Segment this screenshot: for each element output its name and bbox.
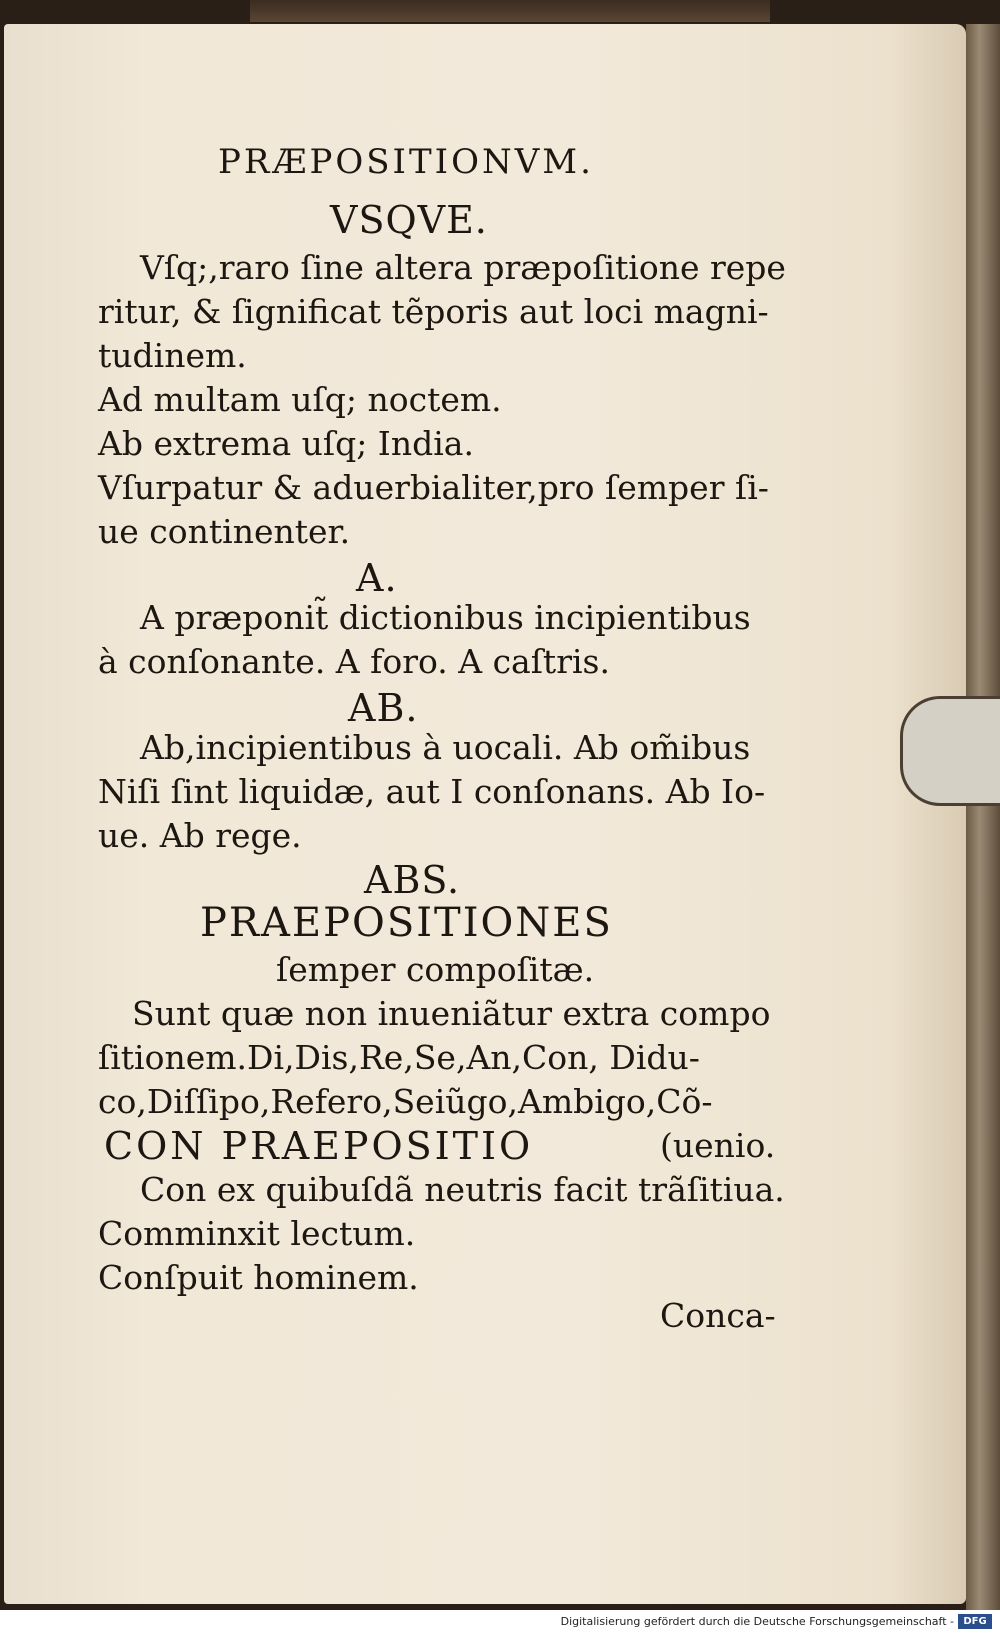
heading-a: A. [356, 556, 398, 600]
compositae-line-3: co,Diſſipo,Refero,Seiũgo,Ambigo,Cõ- [98, 1082, 713, 1121]
ab-line-3: ue. Ab rege. [98, 816, 302, 855]
dfg-logo: DFG [958, 1614, 992, 1629]
usque-line-5: Ab extrema uſq; India. [98, 424, 474, 463]
catchword: Conca- [660, 1296, 776, 1335]
a-line-1: A præponit̃ dictionibus incipientibus [140, 598, 751, 637]
subheading-semper-compositae: ſemper compoſitæ. [276, 950, 595, 989]
con-line-2: Comminxit lectum. [98, 1214, 416, 1253]
usque-line-1: Vſq;,raro ſine altera præpoſitione repe [140, 248, 786, 287]
page-clip [900, 696, 1000, 806]
usque-line-4: Ad multam uſq; noctem. [98, 380, 502, 419]
ab-line-2: Niſi ſint liquidæ, aut I conſonans. Ab Io- [98, 772, 766, 811]
running-head: PRÆPOSITIONVM. [218, 142, 594, 182]
usque-line-3: tudinem. [98, 336, 247, 375]
digitization-footer [0, 1610, 1000, 1636]
con-line-3: Conſpuit hominem. [98, 1258, 419, 1297]
a-line-2: à conſonante. A foro. A caſtris. [98, 642, 610, 681]
book-spine-edge [250, 0, 770, 22]
footer-credit: Digitalisierung gefördert durch die Deutsche Forschungsgemeinschaft - [560, 1615, 954, 1628]
heading-usque: VSQVE. [330, 198, 488, 242]
heading-praepositiones: PRAEPOSITIONES [200, 900, 613, 946]
usque-line-7: ue continenter. [98, 512, 351, 551]
con-line-1: Con ex quibuſdã neutris facit trãſitiua. [140, 1170, 785, 1209]
usque-line-6: Vſurpatur & aduerbialiter,pro ſemper ſi- [98, 468, 769, 507]
compositae-tail: (uenio. [660, 1126, 776, 1165]
heading-con-praepositio: CON PRAEPOSITIO [104, 1124, 534, 1168]
compositae-line-1: Sunt quæ non inueniãtur extra compo [132, 994, 771, 1033]
page-edge-shadow [966, 24, 1000, 1610]
compositae-line-2: ſitionem.Di,Dis,Re,Se,An,Con, Didu- [98, 1038, 700, 1077]
heading-ab: AB. [348, 686, 419, 730]
ab-line-1: Ab,incipientibus à uocali. Ab om̃ibus [140, 728, 751, 767]
usque-line-2: ritur, & ſignificat tẽporis aut loci magni- [98, 292, 769, 331]
heading-abs: ABS. [364, 858, 461, 902]
